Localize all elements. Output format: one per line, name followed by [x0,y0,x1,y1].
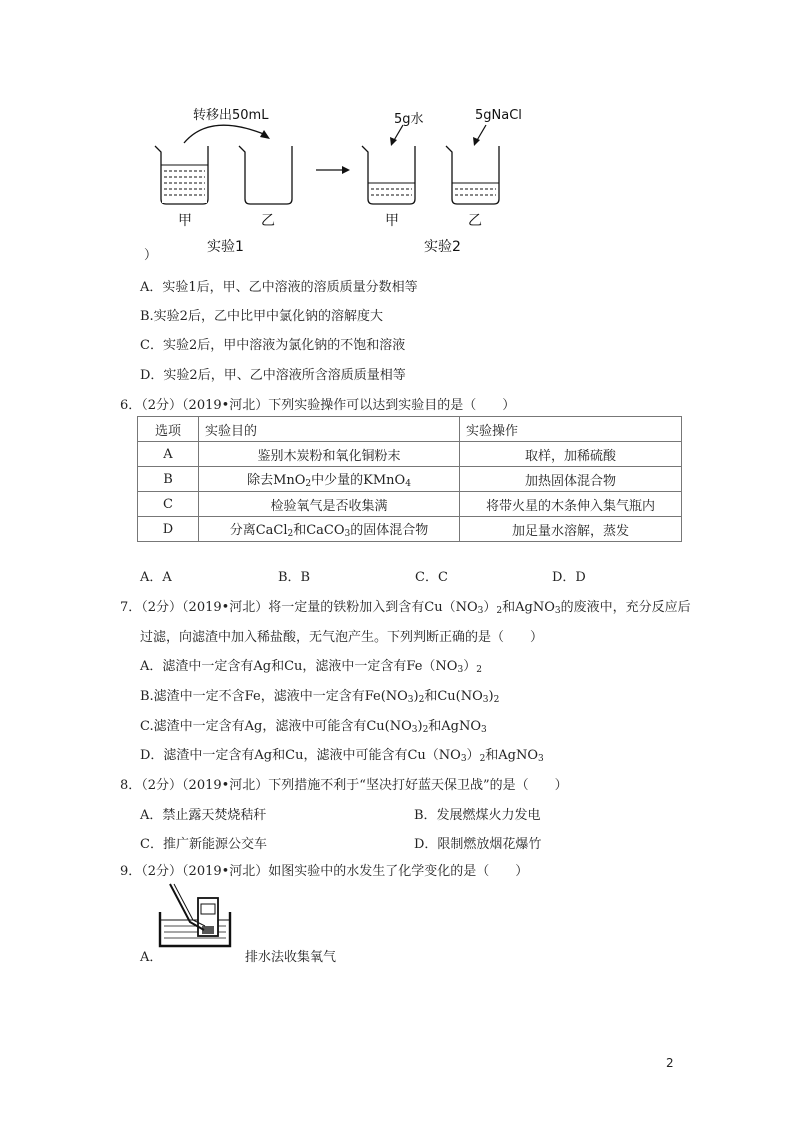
q8-option-c: C．推广新能源公交车 [140,837,267,852]
q6-answer-b: B．B [278,570,311,585]
beaker-yi-exp1 [239,146,292,204]
beaker-label-jia-2: 甲 [385,213,399,229]
nacl-label: 5gNaCl [475,108,522,123]
table-cell: 检验氧气是否收集满 [199,492,460,517]
q6-answer-c: C．C [415,570,448,585]
q6-answer-d: D．D [552,570,586,585]
table-cell: 除去MnO$_2$中少量的KMnO$_4$ [199,467,460,492]
beaker-label-yi-1: 乙 [261,213,275,229]
q8-option-a: A．禁止露天焚烧秸秆 [140,808,267,823]
table-header: 选项 [138,417,199,442]
q6-stem: 6．（2分）（2019•河北）下列实验操作可以达到实验目的是（ ） [120,398,516,413]
experiment-figure [0,0,800,260]
q8-option-d: D．限制燃放烟花爆竹 [414,837,542,852]
q7-option-a: A．滤渣中一定含有Ag和Cu，滤液中一定含有$Fe(NO_3)_2$ [140,659,482,675]
beaker-label-jia-1: 甲 [178,213,192,229]
q7-stem-line2: 过滤，向滤渣中加入稀盐酸，无气泡产生。下列判断正确的是（ ） [140,630,544,645]
q9-option-a-caption: 排水法收集氧气 [245,950,337,965]
table-cell: 将带火星的木条伸入集气瓶内 [460,492,682,517]
experiment-2-label: 实验2 [424,239,461,255]
table-cell: 分离CaCl$_2$和CaCO$_3$的固体混合物 [199,517,460,542]
table-header: 实验目的 [199,417,460,442]
table-cell: 加热固体混合物 [460,467,682,492]
q5-closing-paren: ） [144,248,158,263]
table-cell: 加足量水溶解，蒸发 [460,517,682,542]
table-cell: B [138,467,199,492]
table-row [138,517,682,542]
table-header: 实验操作 [460,417,682,442]
table-header-row [138,417,682,442]
q9-option-a-letter: A． [140,950,163,965]
q5-option-c: C．实验2后，甲中溶液为氯化钠的不饱和溶液 [140,338,406,353]
page-number: 2 [666,1056,674,1070]
beaker-yi-exp2 [446,146,499,204]
table-cell: 鉴别木炭粉和氧化铜粉末 [199,442,460,467]
table-row [138,442,682,467]
experiment-1-label: 实验1 [207,239,244,255]
table-row [138,467,682,492]
table-row [138,492,682,517]
table-cell: A [138,442,199,467]
beaker-label-yi-2: 乙 [468,213,482,229]
q5-option-d: D．实验2后，甲、乙中溶液所含溶质质量相等 [140,368,406,383]
q5-option-b: B.实验2后，乙中比甲中氯化钠的溶解度大 [140,309,383,324]
water-label: 5g水 [394,112,424,127]
q7-stem-line1: 7．（2分）（2019•河北）将一定量的铁粉加入到含有$Cu(NO_3)_2$和AgNO$_3$的废液中，充分反应后 [120,600,691,616]
q6-answer-a: A．A [140,570,172,585]
table-cell: 取样，加稀硫酸 [460,442,682,467]
beaker-jia-exp1 [155,146,208,204]
beaker-jia-exp2 [362,146,415,204]
q8-stem: 8．（2分）（2019•河北）下列措施不利于“坚决打好蓝天保卫战”的是（ ） [120,778,568,793]
q7-option-b: B.滤渣中一定不含Fe，滤液中一定含有$Fe(NO_3)_2$和$Cu(NO_3)_2$ [140,689,500,705]
q7-option-c: C.滤渣中一定含有Ag，滤液中可能含有$Cu(NO_3)_2$和AgNO$_3$ [140,719,487,735]
table-cell: C [138,492,199,517]
q8-option-b: B．发展燃煤火力发电 [414,808,541,823]
q6-table [137,416,682,542]
table-cell: D [138,517,199,542]
transfer-label: 转移出50mL [193,108,269,123]
q9-stem: 9．（2分）（2019•河北）如图实验中的水发生了化学变化的是（ ） [120,864,529,879]
q5-option-a: A．实验1后，甲、乙中溶液的溶质质量分数相等 [140,280,418,295]
q7-option-d: D．滤渣中一定含有Ag和Cu，滤液中可能含有$Cu(NO_3)_2$和AgNO$_3$ [140,748,544,764]
water-collection-apparatus-image [150,882,245,954]
